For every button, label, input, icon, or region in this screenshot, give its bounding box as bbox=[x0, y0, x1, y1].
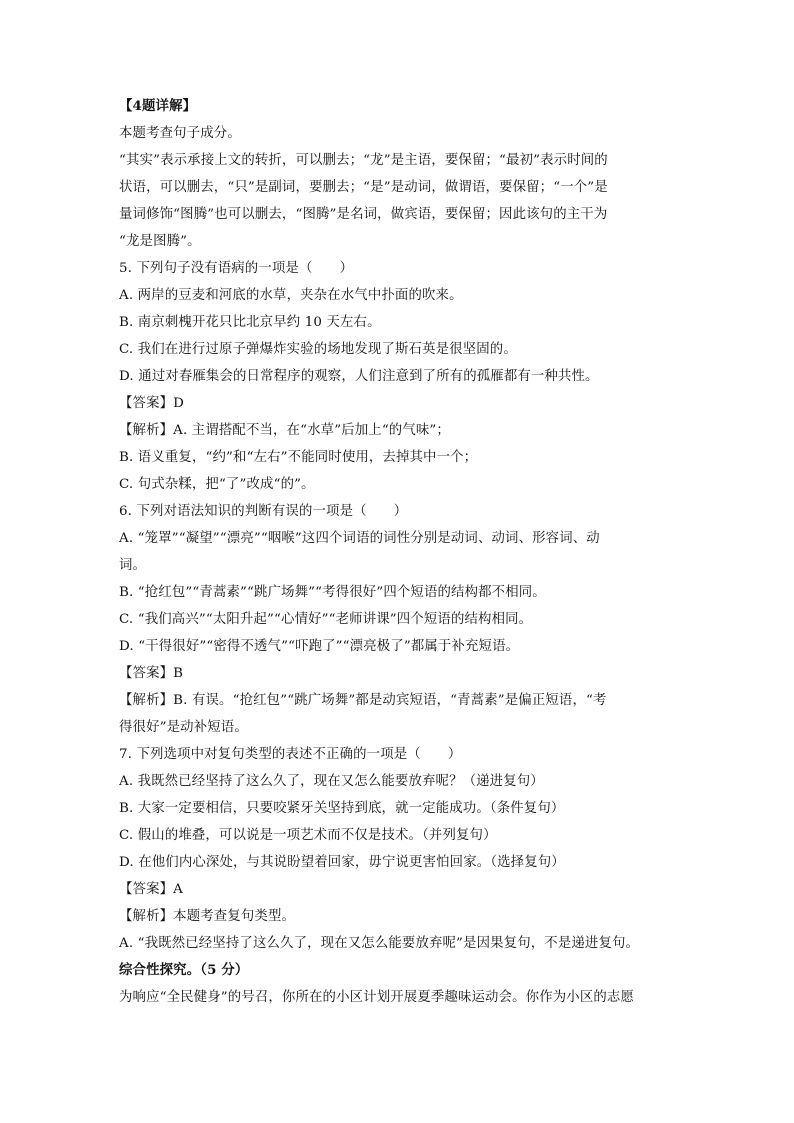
text-line: “其实”表示承接上文的转折，可以删去；“龙”是主语，要保留；“最初”表示时间的 bbox=[119, 153, 608, 168]
text-line: A. 两岸的豆麦和河底的水草，夹杂在水气中扑面的吹来。 bbox=[119, 288, 463, 303]
text-line: 状语，可以删去，“只”是副词，要删去；“是”是动词，做谓语，要保留；“一个”是 bbox=[119, 180, 608, 195]
text-line: 【答案】A bbox=[119, 882, 183, 897]
text-line: C. 我们在进行过原子弹爆炸实验的场地发现了斯石英是很坚固的。 bbox=[119, 342, 517, 357]
text-line: 【解析】B. 有误。“抢红包”“跳广场舞”都是动宾短语，“青蒿素”是偏正短语，“考 bbox=[119, 693, 607, 708]
text-line: 【答案】D bbox=[119, 396, 185, 411]
text-line: D. “干得很好”“密得不透气”“吓跑了”“漂亮极了”都属于补充短语。 bbox=[119, 639, 520, 654]
document-page bbox=[119, 93, 675, 1011]
text-line: D. 通过对春雁集会的日常程序的观察，人们注意到了所有的孤雁都有一种共性。 bbox=[119, 369, 599, 384]
text-line: 【答案】B bbox=[119, 666, 184, 681]
text-line: C. 假山的堆叠，可以说是一项艺术而不仅是技术。（并列复句） bbox=[119, 828, 497, 843]
text-line: 本题考查句子成分。 bbox=[119, 126, 241, 141]
text-line: D. 在他们内心深处，与其说盼望着回家，毋宁说更害怕回家。（选择复句） bbox=[119, 855, 565, 870]
text-line: 7. 下列选项中对复句类型的表述不正确的一项是（ ） bbox=[119, 747, 462, 762]
text-line: 为响应“全民健身”的号召，你所在的小区计划开展夏季趣味运动会。你作为小区的志愿 bbox=[119, 990, 634, 1005]
text-line: 【解析】A. 主谓搭配不当，在“水草”后加上“的气味”； bbox=[119, 423, 450, 438]
text-line: 【解析】本题考查复句类型。 bbox=[119, 909, 296, 924]
text-line: A. “笼罩”“凝望”“漂亮”“咽喉”这四个词语的词性分别是动词、动词、形容词、动 bbox=[119, 531, 600, 546]
text-line: A. 我既然已经坚持了这么久了，现在又怎么能要放弃呢？（递进复句） bbox=[119, 774, 544, 789]
text-line: B. 语义重复，“约”和“左右”不能同时使用，去掉其中一个； bbox=[119, 450, 478, 465]
text-line: B. “抢红包”“青蒿素”“跳广场舞”“考得很好”四个短语的结构都不相同。 bbox=[119, 585, 546, 600]
text-line: 【4题详解】 bbox=[119, 98, 197, 114]
text-line: “龙是图腾”。 bbox=[119, 234, 201, 249]
text-line: B. 南京刺槐开花只比北京早约 10 天左右。 bbox=[119, 315, 381, 330]
text-line: C. “我们高兴”“太阳升起”“心情好”“老师讲课”四个短语的结构相同。 bbox=[119, 612, 533, 627]
text-line: 词。 bbox=[119, 558, 147, 573]
text-line: B. 大家一定要相信，只要咬紧牙关坚持到底，就一定能成功。（条件复句） bbox=[119, 801, 565, 816]
text-line: 6. 下列对语法知识的判断有误的一项是（ ） bbox=[119, 504, 408, 519]
text-line: 得很好”是动补短语。 bbox=[119, 720, 248, 735]
text-line: A. “我既然已经坚持了这么久了，现在又怎么能要放弃呢”是因果复句，不是递进复句。 bbox=[119, 936, 640, 951]
text-line: C. 句式杂糅，把“了”改成“的”。 bbox=[119, 477, 315, 492]
text-line: 5. 下列句子没有语病的一项是（ ） bbox=[119, 261, 354, 276]
text-line: 量词修饰“图腾”也可以删去，“图腾”是名词，做宾语，要保留；因此该句的主干为 bbox=[119, 207, 608, 222]
text-line: 综合性探究。（5 分） bbox=[119, 962, 249, 978]
